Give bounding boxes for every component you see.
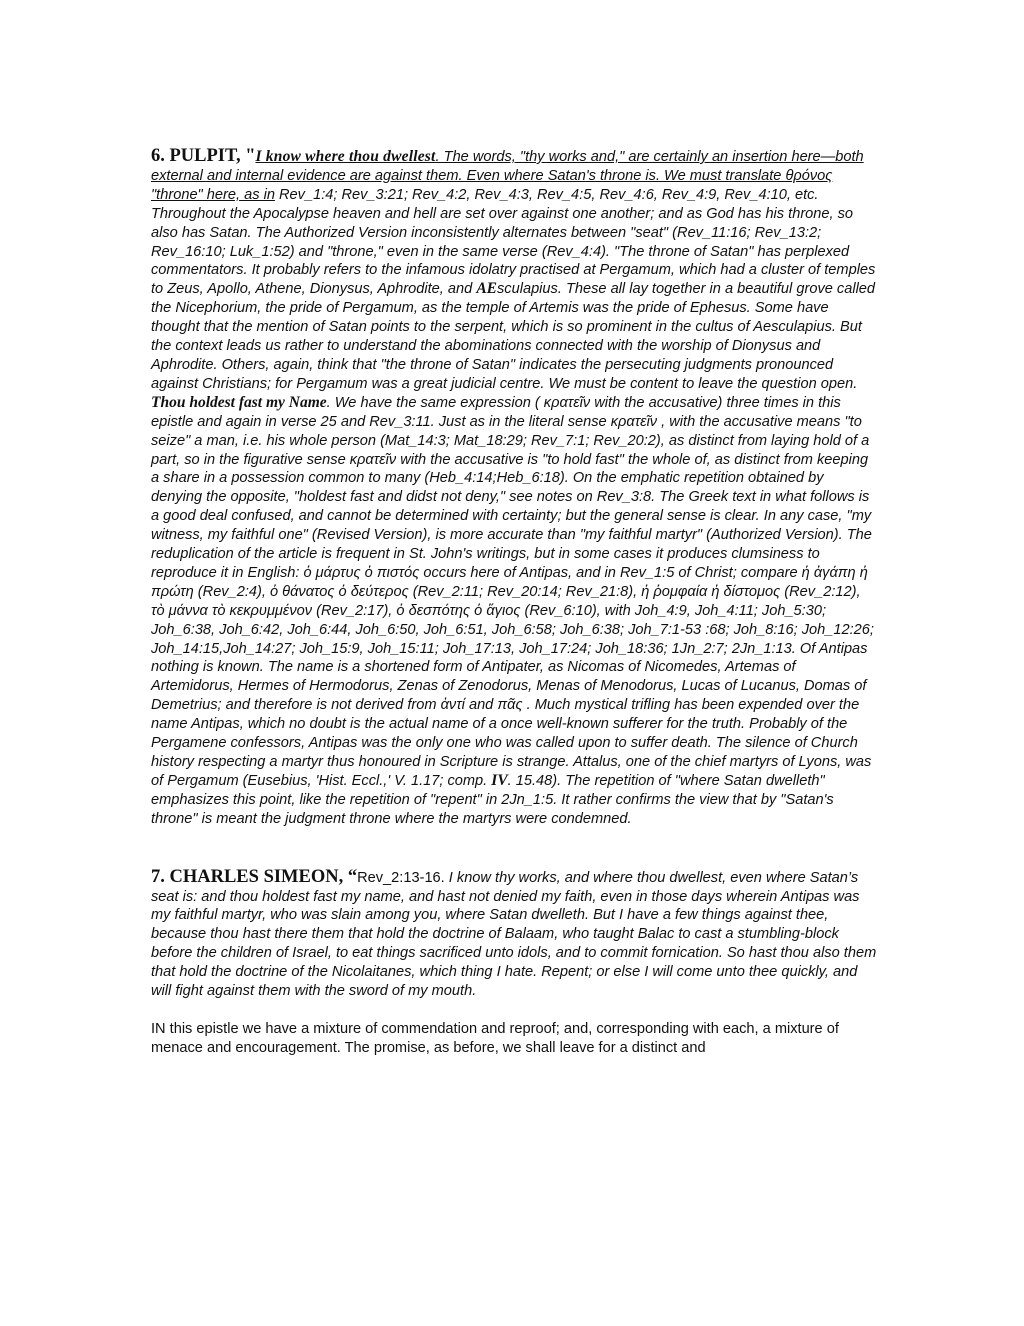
commentary-text-d: . 15.48). The repetition of "where Satan dwelleth" emphasizes this point, like the repetition of "repent" in 2Jn_1:5. It rather confirms the view that by "Satan's throne" is meant the judgment throne where the martyrs were condemned. (151, 772, 834, 827)
commentary-text-b: sculapius. These all lay together in a beautiful grove called the Nicephorium, the pride of Pergamum, as the temple of Artemis was the pride of Ephesus. Some have thought that the mention of Satan points to the serpent, which is so prominent in the cultus of Aesculapius. But the context leads us rather to understand the abominations connected with the worship of Dionysus and Aphrodite. Others, again, think that "the throne of Satan" indicates the persecuting judgments pronounced against Christians; for Pergamum was a great judicial centre. We must be content to leave the question open. (151, 281, 876, 392)
commentary-text-c: . We have the same expression ( κρατεῖν with the accusative) three times in this epistle and again in verse 25 and Rev_3:11. Just as in the literal sense κρατεῖν , with the accusative means "to seize" a man, i.e. his whole person (Mat_14:3; Mat_18:29; Rev_7:1; Rev_20:2), as distinct from laying hold of a part, so in the figurative sense κρατεῖν with the accusative is "to hold fast" the whole of, as distinct from keeping a share in a possession common to many (Heb_4:14;Heb_6:18). On the emphatic repetition obtained by denying the opposite, "holdest fast and didst not deny," see notes on Rev_3:8. The Greek text in what follows is a good deal confused, and cannot be determined with certainty; but the general sense is clear. In any case, "my witness, my faithful one" (Revised Version), is more accurate than "my faithful martyr" (Authorized Version). The reduplication of the article is frequent in St. John's writings, but in some cases it produces clumsiness to reproduce it in English: ὁ μάρτυς ὁ πιστός occurs here of Antipas, and in Rev_1:5 of Christ; compare ἡ ἀγάπη ἡ πρώτη (Rev_2:4), ὁ θάνατος ὁ δεύτερος (Rev_2:11; Rev_20:14; Rev_21:8), ἡ ῥομφαία ἡ δίστομος (Rev_2:12), τὸ μάννα τὸ κεκρυμμένον (Rev_2:17), ὁ δεσπότης ὁ ἅγιος (Rev_6:10), with Joh_4:9, Joh_4:11; Joh_5:30; Joh_6:38, Joh_6:42, Joh_6:44, Joh_6:50, Joh_6:51, Joh_6:58; Joh_6:38; Joh_7:1-53 :68; Joh_8:16; Joh_12:26; Joh_14:15,Joh_14:27; Joh_15:9, Joh_15:11; Joh_17:13, Joh_17:24; Joh_18:36; 1Jn_2:7; 2Jn_1:13. Of Antipas nothing is known. The name is a shortened form of Antipater, as Nicomas of Nicomedes, Artemas of Artemidorus, Hermes of Hermodorus, Zenas of Zenodorus, Menas of Menodorus, Lucas of Lucanus, Domas of Demetrius; and therefore is not derived from ἀντί and πᾶς . Much mystical trifling has been expended over the name Antipas, which no doubt is the actual name of a once well-known sufferer for the truth. Probably of the Pergamene confessors, Antipas was the only one who was called upon to suffer death. The silence of Church history respecting a martyr thus honoured in Scripture is strange. Attalus, one of the chief martyrs of Lyons, was of Pergamum (Eusebius, 'Hist. Eccl.,' V. 1.17; comp. (151, 394, 874, 789)
ae-glyph: AE (476, 280, 497, 298)
scripture-reference: Rev_2:13-16. (357, 869, 445, 886)
section-heading-pulpit: 6. PULPIT, " (151, 146, 256, 166)
underlined-text: . The words, "thy works and," are certainly an insertion here—both external and internal evidence are against them. Even where Satan's throne is. We must translate θρόνος "throne" here, as in (151, 149, 864, 203)
section-heading-simeon: 7. CHARLES SIMEON, “ (151, 866, 358, 887)
bold-phrase-holdest-fast: Thou holdest fast my Name (151, 393, 327, 411)
section-pulpit (151, 147, 877, 829)
lead-phrase: I know where thou dwellest (255, 148, 436, 165)
section-simeon (151, 868, 877, 1001)
iv-glyph: IV (491, 771, 508, 789)
commentary-text-a: Rev_1:4; Rev_3:21; Rev_4:2, Rev_4:3, Rev_4:5, Rev_4:6, Rev_4:9, Rev_4:10, etc. Throughout the Apocalypse heaven and hell are set over against one another; and as God has his throne, so also has Satan. The Authorized Version inconsistently alternates between "seat" (Rev_11:16; Rev_13:2; Rev_16:10; Luk_1:52) and "throne," even in the same verse (Rev_4:4). "The throne of Satan" has perplexed commentators. It probably refers to the infamous idolatry practised at Pergamum, which had a cluster of temples to Zeus, Apollo, Athene, Dionysus, Aphrodite, and (151, 186, 876, 298)
page-body (151, 147, 877, 1058)
scripture-quote: I know thy works, and where thou dwellest, even where Satan’s seat is: and thou holdest fast my name, and hast not denied my faith, even in those days wherein Antipas was my faithful martyr, who was slain among you, where Satan dwelleth. But I have a few things against thee, because thou hast there them that hold the doctrine of Balaam, who taught Balac to cast a stumbling-block before the children of Israel, to eat things sacrificed unto idols, and to commit fornication. So hast thou also them that hold the doctrine of the Nicolaitanes, which thing I hate. Repent; or else I will come unto thee quickly, and will fight against them with the sword of my mouth. (151, 869, 877, 1000)
body-paragraph: IN this epistle we have a mixture of commendation and reproof; and, corresponding with each, a mixture of menace and encouragement. The promise, as before, we shall leave for a distinct and (151, 1020, 839, 1056)
